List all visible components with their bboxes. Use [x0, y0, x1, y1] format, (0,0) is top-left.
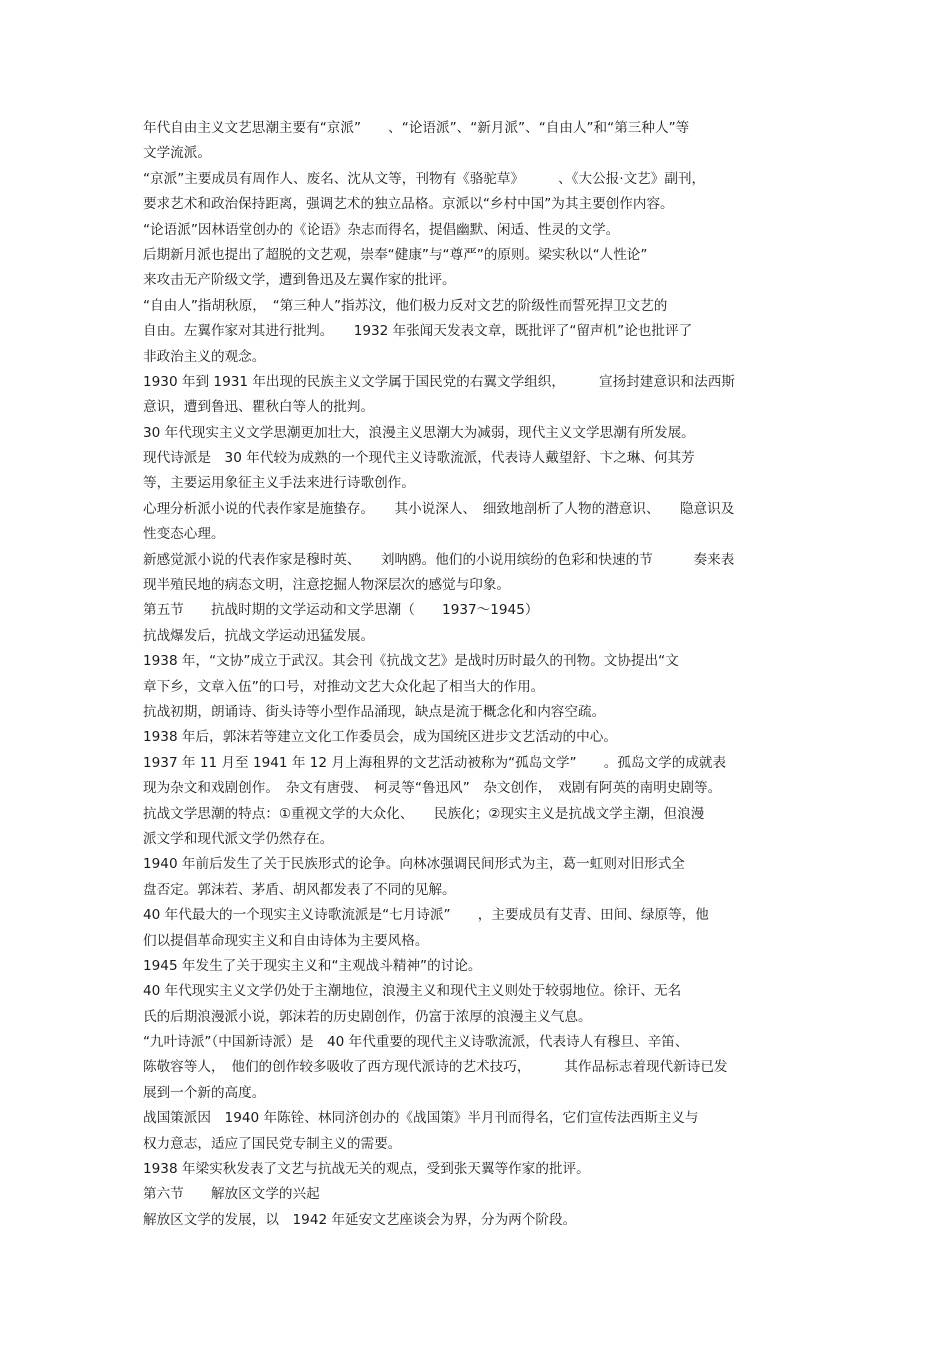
text-line: 抗战初期，朗诵诗、街头诗等小型作品涌现，缺点是流于概念化和内容空疏。 [143, 703, 606, 720]
text-line: 文学流派。 [143, 145, 211, 162]
text-line: 权力意志，适应了国民党专制主义的需要。 [143, 1135, 402, 1152]
text-line: 盘否定。郭沫若、茅盾、胡风都发表了不同的见解。 [143, 881, 456, 898]
text-line: 1938 年后，郭沫若等建立文化工作委员会，成为国统区进步文艺活动的中心。 [143, 729, 617, 746]
text-line: 现半殖民地的病态文明，注意挖掘人物深层次的感觉与印象。 [143, 577, 511, 594]
text-line: 1938 年梁实秋发表了文艺与抗战无关的观点，受到张天翼等作家的批评。 [143, 1161, 590, 1178]
section-heading: 第六节 解放区文学的兴起 [143, 1186, 320, 1203]
text-line: 1945 年发生了关于现实主义和“主观战斗精神”的讨论。 [143, 957, 482, 974]
text-line: “九叶诗派”（中国新诗派）是 40 年代重要的现代主义诗歌流派，代表诗人有穆旦、辛笛、 [143, 1034, 689, 1051]
text-line: 派文学和现代派文学仍然存在。 [143, 830, 334, 847]
text-line: 战国策派因 1940 年陈铨、林同济创办的《战国策》半月刊而得名，它们宣传法西斯主义与 [143, 1110, 699, 1127]
text-line: 来攻击无产阶级文学，遭到鲁迅及左翼作家的批评。 [143, 272, 456, 289]
text-line: 40 年代最大的一个现实主义诗歌流派是“七月诗派” ，主要成员有艾青、田间、绿原等，他 [143, 907, 709, 924]
text-line: 30 年代现实主义文学思潮更加壮大，浪漫主义思潮大为减弱，现代主义文学思潮有所发展。 [143, 424, 695, 441]
text-line: 年代自由主义文艺思潮主要有“京派” 、“论语派”、“新月派”、“自由人”和“第三种人”等 [143, 120, 690, 136]
text-line: 心理分析派小说的代表作家是施蛰存。 其小说深人、 细致地剖析了人物的潜意识、 隐意识及 [143, 500, 735, 517]
section-heading: 第五节 抗战时期的文学运动和文学思潮（ 1937～1945） [143, 602, 539, 619]
text-line: “京派”主要成员有周作人、废名、沈从文等，刊物有《骆驼草》 、《大公报·文艺》副刊， [143, 170, 706, 187]
text-line: 等，主要运用象征主义手法来进行诗歌创作。 [143, 475, 415, 492]
text-line: 们以提倡革命现实主义和自由诗体为主要风格。 [143, 932, 429, 949]
text-line: 1930 年到 1931 年出现的民族主义文学属于国民党的右翼文学组织， 宣扬封建意识和法西斯 [143, 373, 735, 390]
text-line: “自由人”指胡秋原， “第三种人”指苏汶，他们极力反对文艺的阶级性而誓死捍卫文艺的 [143, 297, 668, 314]
text-line: 抗战文学思潮的特点：①重视文学的大众化、 民族化；②现实主义是抗战文学主潮，但浪漫 [143, 805, 705, 822]
text-line: 1937 年 11 月至 1941 年 12 月上海租界的文艺活动被称为“孤岛文学” 。孤岛文学的成就表 [143, 754, 727, 771]
text-line: 展到一个新的高度。 [143, 1084, 266, 1101]
text-line: 新感觉派小说的代表作家是穆时英、 刘呐鸥。他们的小说用缤纷的色彩和快速的节 奏来表 [143, 551, 735, 568]
text-line: 氏的后期浪漫派小说，郭沫若的历史剧创作，仍富于浓厚的浪漫主义气息。 [143, 1008, 592, 1025]
text-line: 1938 年，“文协”成立于武汉。其会刊《抗战文艺》是战时历时最久的刊物。文协提出“文 [143, 653, 679, 670]
text-line: 现代诗派是 30 年代较为成熟的一个现代主义诗歌流派，代表诗人戴望舒、卞之琳、何其芳 [143, 450, 695, 467]
text-line: 章下乡，文章入伍”的口号，对推动文艺大众化起了相当大的作用。 [143, 678, 545, 695]
text-line: 抗战爆发后，抗战文学运动迅猛发展。 [143, 627, 375, 644]
document-body [143, 116, 823, 1233]
text-line: 性变态心理。 [143, 526, 225, 543]
text-line: 要求艺术和政治保持距离，强调艺术的独立品格。京派以“乡村中国”为其主要创作内容。 [143, 196, 674, 213]
text-line: 意识，遭到鲁迅、瞿秋白等人的批判。 [143, 399, 375, 416]
text-line: 1940 年前后发生了关于民族形式的论争。向林冰强调民间形式为主，葛一虹则对旧形式全 [143, 856, 685, 873]
text-line: 40 年代现实主义文学仍处于主潮地位，浪漫主义和现代主义则处于较弱地位。徐讦、无名 [143, 983, 682, 1000]
text-line: 自由。左翼作家对其进行批判。 1932 年张闻天发表文章，既批评了“留声机”论也批评了 [143, 323, 693, 340]
text-line: 非政治主义的观念。 [143, 348, 266, 365]
text-line: “论语派”因林语堂创办的《论语》杂志而得名，提倡幽默、闲适、性灵的文学。 [143, 221, 620, 238]
text-line: 现为杂文和戏剧创作。 杂文有唐弢、 柯灵等“鲁迅风” 杂文创作， 戏剧有阿英的南明史剧等。 [143, 780, 722, 797]
text-line: 陈敬容等人， 他们的创作较多吸收了西方现代派诗的艺术技巧， 其作品标志着现代新诗已发 [143, 1059, 728, 1076]
text-line: 后期新月派也提出了超脱的文艺观，崇奉“健康”与“尊严”的原则。梁实秋以“人性论” [143, 246, 648, 263]
text-line: 解放区文学的发展，以 1942 年延安文艺座谈会为界，分为两个阶段。 [143, 1211, 577, 1228]
